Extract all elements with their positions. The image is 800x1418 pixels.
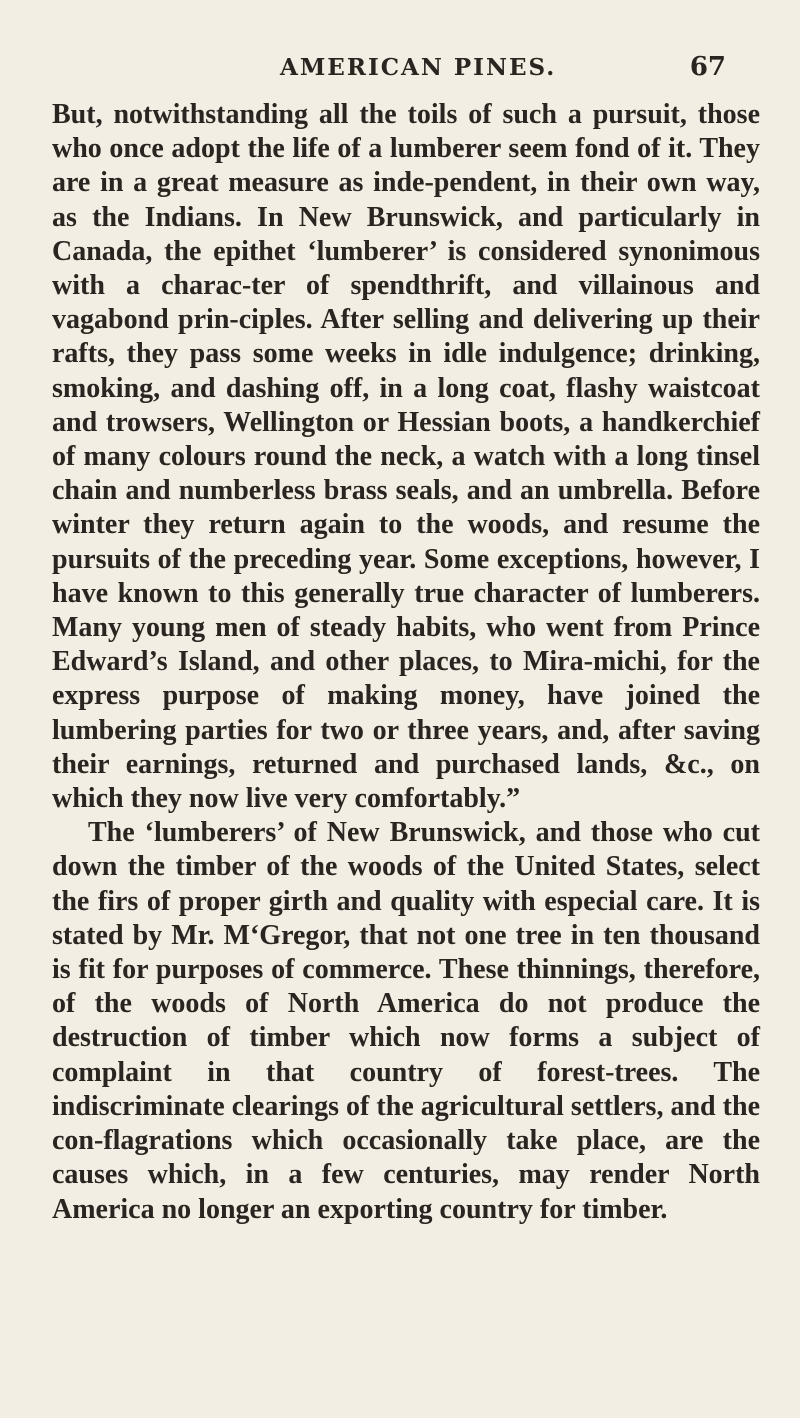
- paragraph-2: The ‘lumberers’ of New Brunswick, and those who cut down the timber of the woods of the United States, select the firs of proper girth and quality with especial care. It is stated by Mr. M‘Gregor, that not one tree in ten thousand is fit for purposes of commerce. These thinnings, therefore, of the woods of North America do not produce the destruction of timber which now forms a subject of complaint in that country of forest-trees. The indiscriminate clearings of the agricultural settlers, and the con-flagrations which occasionally take place, are the causes which, in a few centuries, may render North America no longer an exporting country for timber.: [52, 817, 760, 1225]
- running-title: AMERICAN PINES.: [280, 54, 557, 81]
- body-text: [52, 98, 760, 1227]
- running-head: [0, 54, 800, 94]
- page-number: 67: [689, 52, 726, 82]
- paragraph-1: But, notwithstanding all the toils of such a pursuit, those who once adopt the life of a lumberer seem fond of it. They are in a great measure as inde-pendent, in their own way, as the Indians. In New Brunswick, and particularly in Canada, the epithet ‘lumberer’ is considered synonimous with a charac-ter of spendthrift, and villainous and vagabond prin-ciples. After selling and delivering up their rafts, they pass some weeks in idle indulgence; drinking, smoking, and dashing off, in a long coat, flashy waistcoat and trowsers, Wellington or Hessian boots, a handkerchief of many colours round the neck, a watch with a long tinsel chain and numberless brass seals, and an umbrella. Before winter they return again to the woods, and resume the pursuits of the preceding year. Some exceptions, however, I have known to this generally true character of lumberers. Many young men of steady habits, who went from Prince Edward’s Island, and other places, to Mira-michi, for the express purpose of making money, have joined the lumbering parties for two or three years, and, after saving their earnings, returned and purchased lands, &c., on which they now live very comfortably.”: [52, 99, 760, 815]
